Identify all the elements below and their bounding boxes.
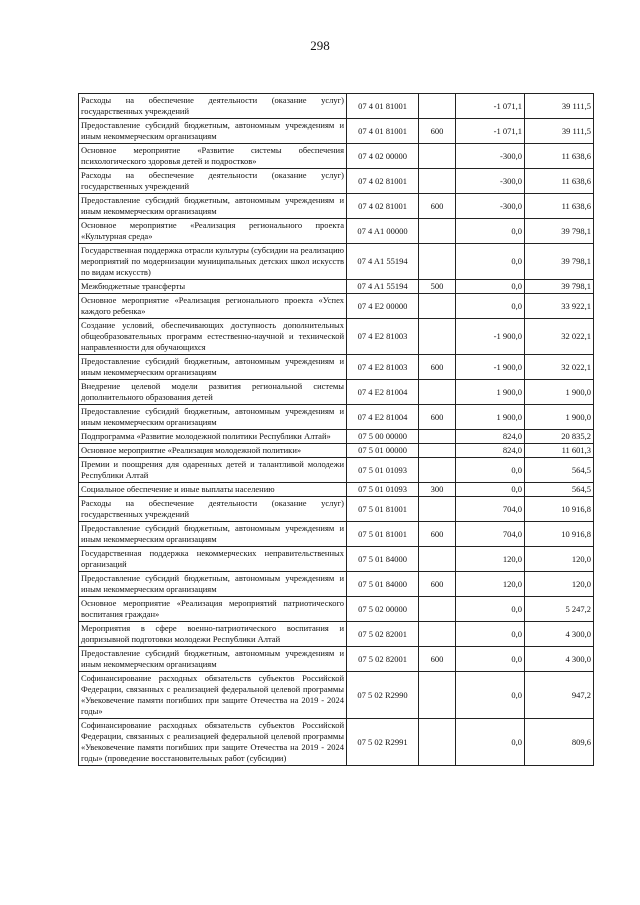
row-total-cell: 11 601,3: [525, 444, 594, 458]
row-expense-type-cell: 600: [419, 405, 456, 430]
row-code-cell: 07 5 01 00000: [347, 444, 419, 458]
row-name-cell: Межбюджетные трансферты: [79, 280, 347, 294]
row-code-cell: 07 4 A1 00000: [347, 219, 419, 244]
row-total-cell: 39 111,5: [525, 119, 594, 144]
row-change-cell: 120,0: [456, 572, 525, 597]
table-row: [79, 497, 594, 522]
table-row: [79, 430, 594, 444]
row-name-cell: Предоставление субсидий бюджетным, автономным учреждениям и иным некоммерческим организациям: [79, 355, 347, 380]
row-total-cell: 947,2: [525, 672, 594, 719]
row-code-cell: 07 4 E2 81004: [347, 405, 419, 430]
row-change-cell: 0,0: [456, 280, 525, 294]
row-code-cell: 07 5 02 00000: [347, 597, 419, 622]
budget-table-body: [79, 94, 594, 766]
row-code-cell: 07 5 02 82001: [347, 647, 419, 672]
row-name-cell: Предоставление субсидий бюджетным, автономным учреждениям и иным некоммерческим организациям: [79, 522, 347, 547]
row-change-cell: 120,0: [456, 547, 525, 572]
row-expense-type-cell: 600: [419, 194, 456, 219]
row-name-cell: Внедрение целевой модели развития региональной системы дополнительного образования детей: [79, 380, 347, 405]
table-row: [79, 355, 594, 380]
row-name-cell: Расходы на обеспечение деятельности (оказание услуг) государственных учреждений: [79, 169, 347, 194]
row-total-cell: 39 798,1: [525, 280, 594, 294]
row-code-cell: 07 4 E2 81003: [347, 355, 419, 380]
row-total-cell: 20 835,2: [525, 430, 594, 444]
row-name-cell: Государственная поддержка некоммерческих неправительственных организаций: [79, 547, 347, 572]
row-code-cell: 07 5 00 00000: [347, 430, 419, 444]
row-code-cell: 07 4 02 81001: [347, 169, 419, 194]
row-name-cell: Софинансирование расходных обязательств субъектов Российской Федерации, связанных с реализацией федеральной целевой программы «Увековечение памяти погибших при защите Отечества на 2019 - 2024 годы»: [79, 672, 347, 719]
row-total-cell: 4 300,0: [525, 647, 594, 672]
table-row: [79, 169, 594, 194]
table-row: [79, 522, 594, 547]
row-change-cell: 0,0: [456, 647, 525, 672]
row-total-cell: 5 247,2: [525, 597, 594, 622]
row-change-cell: 0,0: [456, 458, 525, 483]
row-total-cell: 809,6: [525, 719, 594, 766]
row-change-cell: -300,0: [456, 144, 525, 169]
row-change-cell: 1 900,0: [456, 405, 525, 430]
row-code-cell: 07 4 A1 55194: [347, 280, 419, 294]
budget-table: [78, 93, 594, 766]
table-row: [79, 94, 594, 119]
row-expense-type-cell: 600: [419, 119, 456, 144]
row-expense-type-cell: [419, 597, 456, 622]
row-expense-type-cell: [419, 94, 456, 119]
row-expense-type-cell: [419, 430, 456, 444]
row-change-cell: 704,0: [456, 497, 525, 522]
row-change-cell: -1 071,1: [456, 119, 525, 144]
row-expense-type-cell: [419, 144, 456, 169]
row-code-cell: 07 4 02 81001: [347, 194, 419, 219]
row-total-cell: 11 638,6: [525, 169, 594, 194]
row-code-cell: 07 5 01 01093: [347, 458, 419, 483]
table-row: [79, 405, 594, 430]
table-row: [79, 144, 594, 169]
row-change-cell: 0,0: [456, 294, 525, 319]
table-row: [79, 483, 594, 497]
row-name-cell: Расходы на обеспечение деятельности (оказание услуг) государственных учреждений: [79, 94, 347, 119]
table-row: [79, 444, 594, 458]
row-name-cell: Мероприятия в сфере военно-патриотического воспитания и допризывной подготовки молодежи Республики Алтай: [79, 622, 347, 647]
row-total-cell: 39 798,1: [525, 219, 594, 244]
row-change-cell: -300,0: [456, 194, 525, 219]
row-name-cell: Предоставление субсидий бюджетным, автономным учреждениям и иным некоммерческим организациям: [79, 194, 347, 219]
row-expense-type-cell: [419, 497, 456, 522]
table-row: [79, 280, 594, 294]
row-change-cell: 704,0: [456, 522, 525, 547]
row-total-cell: 1 900,0: [525, 380, 594, 405]
row-code-cell: 07 4 E2 00000: [347, 294, 419, 319]
row-expense-type-cell: 600: [419, 522, 456, 547]
row-change-cell: 824,0: [456, 430, 525, 444]
row-total-cell: 4 300,0: [525, 622, 594, 647]
row-code-cell: 07 4 01 81001: [347, 119, 419, 144]
row-expense-type-cell: [419, 622, 456, 647]
row-change-cell: -300,0: [456, 169, 525, 194]
row-name-cell: Предоставление субсидий бюджетным, автономным учреждениям и иным некоммерческим организациям: [79, 119, 347, 144]
row-name-cell: Расходы на обеспечение деятельности (оказание услуг) государственных учреждений: [79, 497, 347, 522]
table-row: [79, 380, 594, 405]
row-total-cell: 1 900,0: [525, 405, 594, 430]
row-total-cell: 564,5: [525, 458, 594, 483]
table-row: [79, 672, 594, 719]
row-name-cell: Основное мероприятие «Реализация регионального проекта «Успех каждого ребенка»: [79, 294, 347, 319]
table-row: [79, 547, 594, 572]
row-name-cell: Основное мероприятие «Развитие системы обеспечения психологического здоровья детей и подростков»: [79, 144, 347, 169]
row-total-cell: 10 916,8: [525, 497, 594, 522]
table-row: [79, 294, 594, 319]
row-total-cell: 120,0: [525, 547, 594, 572]
table-row: [79, 219, 594, 244]
row-change-cell: 0,0: [456, 244, 525, 280]
row-code-cell: 07 5 01 84000: [347, 572, 419, 597]
row-name-cell: Предоставление субсидий бюджетным, автономным учреждениям и иным некоммерческим организациям: [79, 572, 347, 597]
row-expense-type-cell: 500: [419, 280, 456, 294]
row-total-cell: 11 638,6: [525, 144, 594, 169]
row-name-cell: Основное мероприятие «Реализация молодежной политики»: [79, 444, 347, 458]
row-code-cell: 07 4 A1 55194: [347, 244, 419, 280]
row-expense-type-cell: [419, 458, 456, 483]
row-expense-type-cell: 300: [419, 483, 456, 497]
table-row: [79, 622, 594, 647]
row-change-cell: -1 900,0: [456, 355, 525, 380]
row-code-cell: 07 5 02 82001: [347, 622, 419, 647]
row-change-cell: 824,0: [456, 444, 525, 458]
row-change-cell: 0,0: [456, 719, 525, 766]
table-row: [79, 119, 594, 144]
row-change-cell: 0,0: [456, 483, 525, 497]
row-name-cell: Предоставление субсидий бюджетным, автономным учреждениям и иным некоммерческим организациям: [79, 647, 347, 672]
table-row: [79, 597, 594, 622]
row-expense-type-cell: [419, 244, 456, 280]
row-code-cell: 07 5 01 81001: [347, 522, 419, 547]
table-row: [79, 244, 594, 280]
table-row: [79, 719, 594, 766]
page-number: 298: [310, 38, 330, 53]
row-code-cell: 07 5 02 R2990: [347, 672, 419, 719]
row-name-cell: Государственная поддержка отрасли культуры (субсидии на реализацию мероприятий по модернизации муниципальных детских школ искусств по видам искусств): [79, 244, 347, 280]
row-expense-type-cell: [419, 219, 456, 244]
row-code-cell: 07 4 01 81001: [347, 94, 419, 119]
row-code-cell: 07 4 E2 81004: [347, 380, 419, 405]
row-expense-type-cell: 600: [419, 647, 456, 672]
row-total-cell: 564,5: [525, 483, 594, 497]
table-row: [79, 647, 594, 672]
row-expense-type-cell: [419, 547, 456, 572]
row-code-cell: 07 5 01 84000: [347, 547, 419, 572]
row-code-cell: 07 4 02 00000: [347, 144, 419, 169]
row-total-cell: 32 022,1: [525, 319, 594, 355]
row-expense-type-cell: [419, 672, 456, 719]
row-expense-type-cell: 600: [419, 355, 456, 380]
table-row: [79, 572, 594, 597]
table-row: [79, 194, 594, 219]
row-change-cell: 0,0: [456, 672, 525, 719]
row-total-cell: 33 922,1: [525, 294, 594, 319]
row-change-cell: -1 900,0: [456, 319, 525, 355]
row-total-cell: 10 916,8: [525, 522, 594, 547]
row-expense-type-cell: [419, 319, 456, 355]
row-name-cell: Основное мероприятие «Реализация регионального проекта «Культурная среда»: [79, 219, 347, 244]
row-total-cell: 32 022,1: [525, 355, 594, 380]
row-name-cell: Социальное обеспечение и иные выплаты населению: [79, 483, 347, 497]
row-change-cell: 0,0: [456, 219, 525, 244]
row-total-cell: 120,0: [525, 572, 594, 597]
row-name-cell: Подпрограмма «Развитие молодежной политики Республики Алтай»: [79, 430, 347, 444]
row-name-cell: Предоставление субсидий бюджетным, автономным учреждениям и иным некоммерческим организациям: [79, 405, 347, 430]
row-expense-type-cell: [419, 719, 456, 766]
row-change-cell: 1 900,0: [456, 380, 525, 405]
row-code-cell: 07 5 01 01093: [347, 483, 419, 497]
row-change-cell: 0,0: [456, 597, 525, 622]
row-expense-type-cell: [419, 444, 456, 458]
row-change-cell: -1 071,1: [456, 94, 525, 119]
row-total-cell: 11 638,6: [525, 194, 594, 219]
row-code-cell: 07 5 02 R2991: [347, 719, 419, 766]
row-name-cell: Создание условий, обеспечивающих доступность дополнительных общеобразовательных программ естественно-научной и технической направленности для обучающихся: [79, 319, 347, 355]
table-row: [79, 319, 594, 355]
table-row: [79, 458, 594, 483]
row-expense-type-cell: [419, 294, 456, 319]
row-expense-type-cell: 600: [419, 572, 456, 597]
row-name-cell: Основное мероприятие «Реализация мероприятий патриотического воспитания граждан»: [79, 597, 347, 622]
row-name-cell: Премии и поощрения для одаренных детей и талантливой молодежи Республики Алтай: [79, 458, 347, 483]
row-code-cell: 07 5 01 81001: [347, 497, 419, 522]
row-change-cell: 0,0: [456, 622, 525, 647]
row-total-cell: 39 798,1: [525, 244, 594, 280]
row-name-cell: Софинансирование расходных обязательств субъектов Российской Федерации, связанных с реализацией федеральной целевой программы «Увековечение памяти погибших при защите Отечества на 2019 - 2024 годы» (проведение восстановительных работ (субсидии): [79, 719, 347, 766]
row-code-cell: 07 4 E2 81003: [347, 319, 419, 355]
row-expense-type-cell: [419, 380, 456, 405]
row-expense-type-cell: [419, 169, 456, 194]
row-total-cell: 39 111,5: [525, 94, 594, 119]
